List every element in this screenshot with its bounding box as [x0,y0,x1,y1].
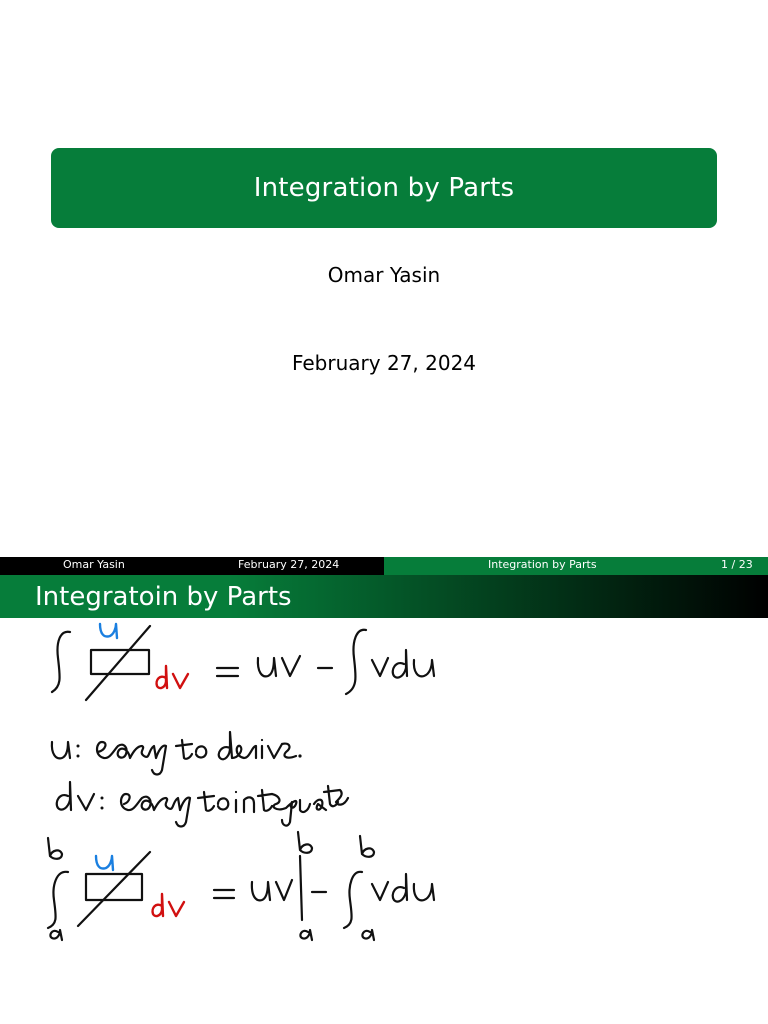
integral-icon [344,872,362,928]
bound-a-icon [300,930,312,940]
dv-red-icon [157,666,188,688]
frame-title: Integratoin by Parts [35,581,292,612]
handwriting-easy [97,742,166,775]
equals-icon [214,890,234,898]
author-name: Omar Yasin [327,263,441,287]
presentation-title: Integration by Parts [253,173,515,203]
v-icon [372,658,388,676]
handwriting-to [198,792,228,811]
box-icon [86,874,142,900]
footline-date: February 27, 2024 [238,558,340,571]
page-number: 1 / 23 [721,558,753,571]
dv-red-icon [153,894,184,916]
equals-icon [217,668,238,676]
u-icon [414,660,434,676]
u-icon [252,882,270,900]
title-box [51,148,717,228]
integral-icon [52,632,70,692]
u-icon [414,884,434,900]
formula-integration-by-parts [52,624,434,700]
u-blue-icon [100,624,117,638]
footline-title: Integration by Parts [488,558,597,571]
u-icon [258,658,276,676]
presentation-date: February 27, 2024 [291,351,477,375]
u-icon [52,742,70,758]
handwriting-derive [219,732,296,759]
footline-author: Omar Yasin [63,558,125,571]
d-icon [57,782,71,810]
d-icon [393,650,407,678]
v-icon [276,880,292,900]
handwriting-to [176,740,206,759]
handwriting-integrate [236,786,348,826]
v-icon [78,794,94,810]
slash-icon [78,852,150,926]
bound-b-icon [360,836,374,857]
bound-a-icon [50,930,62,940]
handwriting-easy [121,794,190,827]
eval-bar-icon [300,856,302,920]
handwritten-notes [0,618,768,1024]
bound-b-icon [298,832,312,853]
formula-definite [48,832,434,940]
d-icon [393,874,407,902]
integral-icon [346,630,366,694]
note-dv-line [57,782,348,827]
integral-icon [48,872,68,928]
frame-title-bar [0,575,768,618]
v-icon [282,656,300,676]
note-u-line [52,732,302,775]
u-blue-icon [96,856,113,870]
v-icon [372,882,388,900]
bound-b-icon [48,838,62,859]
bound-a-icon [362,930,374,940]
slide-body [0,618,768,1024]
